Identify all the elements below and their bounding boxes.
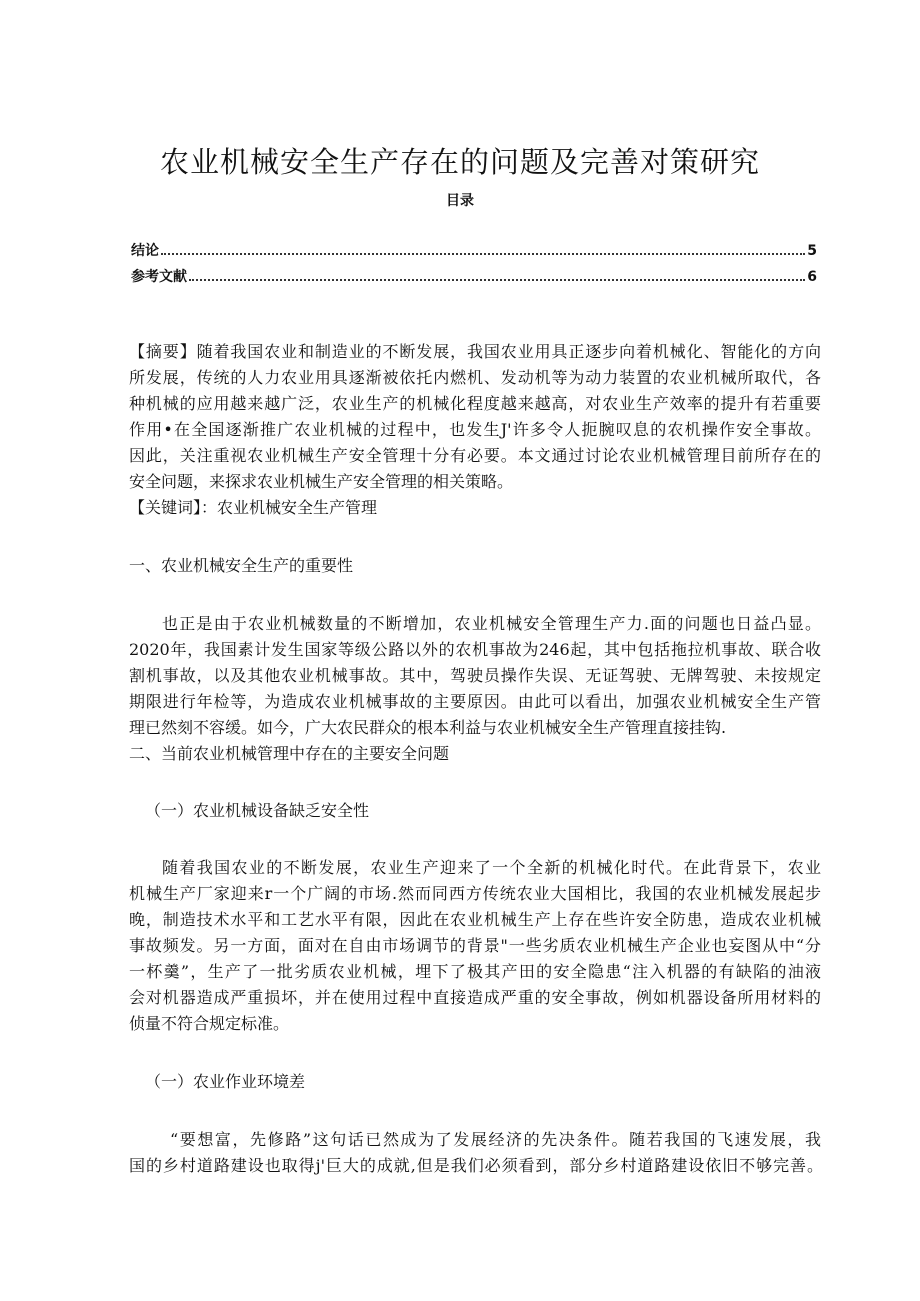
paragraph-line: 理已然刻不容缓。如今，广大农民群众的根本利益与农业机械安全生产管理直接挂钩. (129, 718, 727, 737)
toc-entry-references[interactable] (131, 266, 817, 286)
paragraph-line: 会对机器造成严重损坏，并在使用过程中直接造成严重的安全事故，例如机器设备所用材料的 (129, 988, 821, 1007)
paragraph-line: 一杯羹”，生产了一批劣质农业机械，埋下了极其产田的安全隐患“注入机器的有缺陷的油液 (129, 962, 821, 981)
toc-entry-label: 结论 (131, 243, 159, 259)
paragraph-line: 2020年，我国素计发生国家等级公路以外的农机事故为246起，其中包括拖拉机事故、联合收 (129, 640, 821, 659)
document-title: 农业机械安全生产存在的问题及完善对策研究 (159, 145, 760, 179)
paragraph-line: 也正是由于农业机械数量的不断增加，农业机械安全管理生产力.面的问题也日益凸显。 (162, 614, 821, 633)
toc-entry-label: 参考文献 (131, 269, 187, 285)
paragraph-line: 晚，制造技术水平和工艺水平有限，因此在农业机械生产上存在些许安全防患，造成农业机械 (129, 910, 821, 929)
toc-entry-page: 6 (807, 269, 817, 285)
abstract-line: 种机械的应用越来越广泛，农业生产的机械化程度越来越高，对农业生产效率的提升有若重要 (129, 394, 821, 413)
paragraph-line: 期限进行年检等，为造成农业机械事故的主要原因。由此可以看出，加强农业机械安全生产管 (129, 692, 821, 711)
abstract-line: 【摘要】随着我国农业和制造业的不断发展，我国农业用具正逐步向着机械化、智能化的方向 (129, 342, 821, 361)
toc-entry-page: 5 (807, 243, 817, 259)
paragraph-line: 国的乡村道路建设也取得j'巨大的成就,但是我们必须看到，部分乡村道路建设依旧不够完善。 (129, 1156, 823, 1175)
section-heading: 一、农业机械安全生产的重要性 (129, 556, 354, 575)
section-heading: 二、当前农业机械管理中存在的主要安全问题 (129, 744, 450, 763)
paragraph-line: 事故频发。另一方面，面对在自由市场调节的背景"一些劣质农业机械生产企业也妄图从中“分 (129, 936, 821, 955)
toc-leader-dots (189, 279, 805, 281)
paragraph-line: 随着我国农业的不断发展，农业生产迎来了一个全新的机械化时代。在此背景下，农业 (162, 858, 821, 877)
abstract-line: 安全问题，来探求农业机械生产安全管理的相关策略。 (129, 472, 514, 491)
paragraph-line: 割机事故，以及其他农业机械事故。其中，驾驶员操作失误、无证驾驶、无牌驾驶、未按规定 (129, 666, 821, 685)
paragraph-line: 机械生产厂家迎来r一个广阔的市场.然而同西方传统农业大国相比，我国的农业机械发展起步 (129, 884, 821, 903)
abstract-line: 因此，关注重视农业机械生产安全管理十分有必要。本文通过讨论农业机械管理目前所存在的 (129, 446, 821, 465)
keywords: 【关键词】：农业机械安全生产管理 (129, 498, 378, 517)
paragraph-line: “要想富，先修路”这句话已然成为了发展经济的先决条件。随若我国的飞速发展，我 (170, 1130, 821, 1149)
paragraph-line: 侦量不符合规定标准。 (129, 1014, 290, 1033)
toc-heading: 目录 (446, 193, 474, 209)
abstract-line: 所发展，传统的人力农业用具逐渐被依托内燃机、发动机等为动力装置的农业机械所取代，各 (129, 368, 821, 387)
abstract-line: 作用•在全国逐渐推广农业机械的过程中，也发生J'许多令人扼腕叹息的农机操作安全事故。 (129, 420, 821, 439)
subsection-heading: （一）农业作业环境差 (145, 1072, 306, 1091)
toc-leader-dots (161, 253, 805, 255)
toc-entry-conclusion[interactable] (131, 240, 817, 260)
subsection-heading: （一）农业机械设备缺乏安全性 (145, 801, 370, 820)
